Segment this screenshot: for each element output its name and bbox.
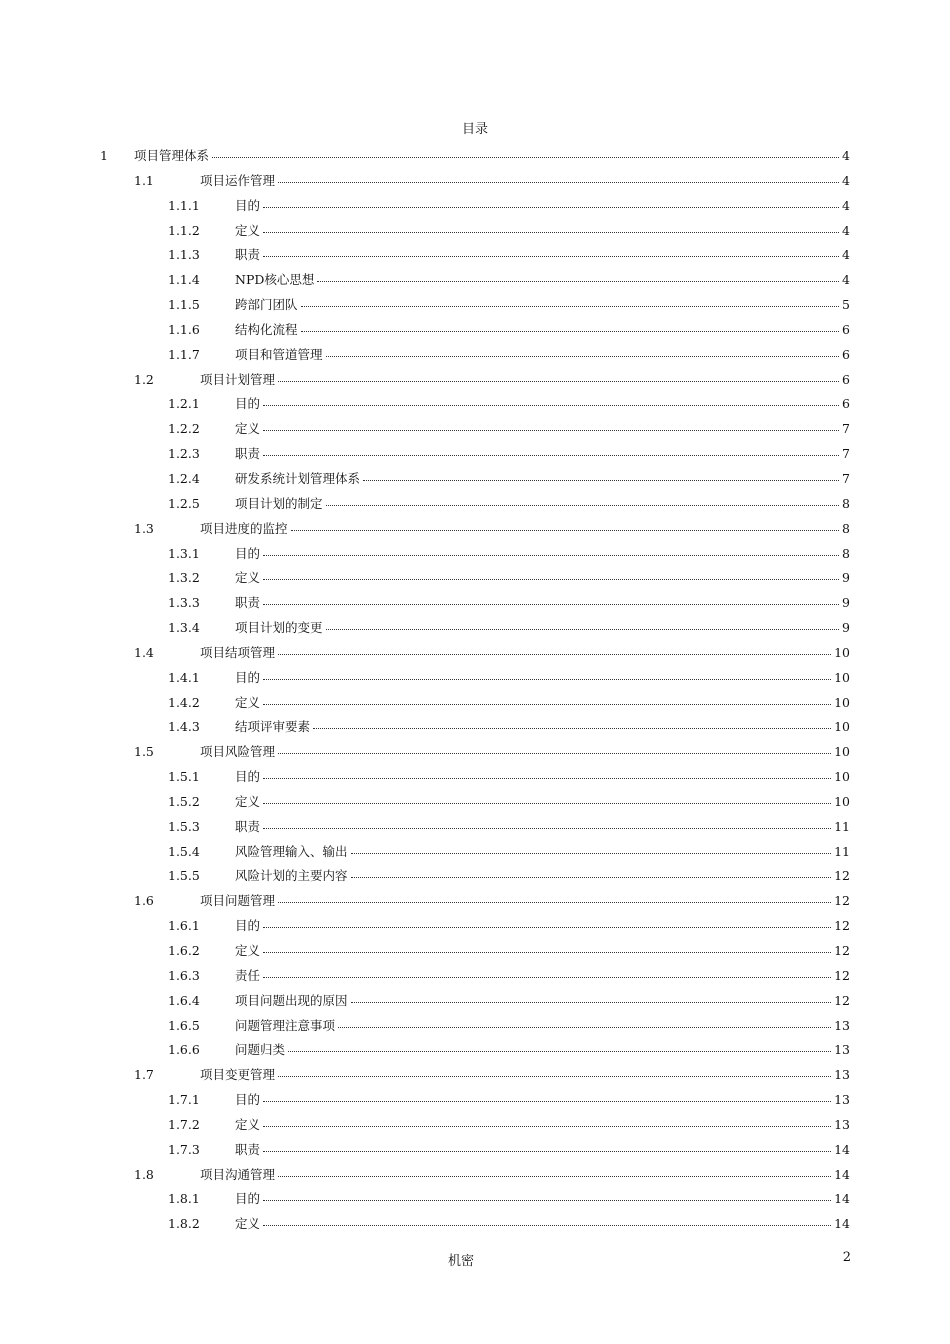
toc-entry-page: 11 bbox=[834, 818, 850, 834]
toc-entry-line bbox=[200, 372, 850, 388]
toc-entry-title: 项目运作管理 bbox=[200, 172, 276, 188]
toc-entry[interactable] bbox=[0, 1139, 950, 1164]
toc-entry-line bbox=[235, 819, 850, 835]
toc-entry-page: 7 bbox=[842, 470, 850, 486]
toc-entry-title: 问题归类 bbox=[235, 1042, 286, 1058]
toc-entry-title: 项目问题出现的原因 bbox=[235, 992, 348, 1008]
toc-entry-number: 1.7.2 bbox=[168, 1116, 200, 1132]
dot-leader bbox=[263, 1100, 831, 1102]
toc-entry-title: 定义 bbox=[235, 943, 261, 958]
toc-entry-page: 13 bbox=[834, 1116, 850, 1132]
toc-entry-line bbox=[235, 322, 850, 338]
dot-leader bbox=[263, 703, 831, 705]
toc-entry-page: 8 bbox=[842, 495, 850, 511]
toc-entry-page: 10 bbox=[834, 744, 850, 760]
toc-entry-title: 项目沟通管理 bbox=[200, 1166, 276, 1182]
toc-entry-page: 12 bbox=[834, 868, 850, 884]
toc-entry-title: 职责 bbox=[235, 446, 261, 462]
toc-entry-title: NPD核心思想 bbox=[235, 272, 315, 288]
toc-entry-page: 6 bbox=[842, 346, 850, 362]
toc-entry-title: 定义 bbox=[235, 694, 261, 710]
toc-entry-page: 6 bbox=[842, 321, 850, 337]
toc-entry-page: 4 bbox=[842, 148, 850, 163]
toc-entry-title: 项目结项管理 bbox=[200, 644, 276, 660]
toc-entry-page: 4 bbox=[842, 172, 850, 188]
toc-entry-line bbox=[200, 893, 850, 909]
toc-entry-page: 6 bbox=[842, 396, 850, 412]
dot-leader bbox=[263, 951, 831, 953]
toc-entry-number: 1.5.4 bbox=[168, 843, 200, 859]
toc-entry-page: 10 bbox=[834, 793, 850, 809]
dot-leader bbox=[263, 802, 831, 804]
toc-entry[interactable] bbox=[0, 294, 950, 319]
toc-entry-line bbox=[235, 446, 850, 462]
toc-entry-line bbox=[235, 1117, 850, 1133]
toc-entry-number: 1.3.1 bbox=[168, 545, 200, 561]
toc-entry-number: 1.6.2 bbox=[168, 943, 200, 958]
toc-entry[interactable] bbox=[0, 269, 950, 294]
dot-leader bbox=[278, 1075, 831, 1077]
toc-entry-title: 风险管理输入、输出 bbox=[235, 843, 348, 859]
dot-leader bbox=[301, 330, 840, 332]
toc-entry-number: 1.7.1 bbox=[168, 1092, 200, 1108]
toc-entry-line bbox=[235, 223, 850, 239]
toc-entry-title: 定义 bbox=[235, 1216, 261, 1232]
toc-entry-page: 4 bbox=[842, 272, 850, 288]
toc-entry[interactable] bbox=[0, 667, 950, 692]
toc-entry-number: 1 bbox=[100, 148, 108, 163]
toc-entry[interactable] bbox=[0, 344, 950, 369]
toc-entry-page: 13 bbox=[834, 1017, 850, 1033]
toc-entry[interactable] bbox=[0, 741, 950, 766]
dot-leader bbox=[263, 231, 839, 233]
toc-entry[interactable] bbox=[0, 791, 950, 816]
toc-entry-number: 1.5.2 bbox=[168, 793, 200, 809]
toc-entry-line bbox=[235, 1216, 850, 1232]
toc-entry-number: 1.5 bbox=[134, 744, 154, 760]
toc-entry-number: 1.3.4 bbox=[168, 620, 200, 636]
toc-entry[interactable] bbox=[0, 319, 950, 344]
toc-entry-number: 1.1.3 bbox=[168, 247, 200, 263]
dot-leader bbox=[263, 1199, 831, 1201]
toc-entry-title: 目的 bbox=[235, 669, 261, 685]
dot-leader bbox=[263, 206, 839, 208]
toc-entry-page: 12 bbox=[834, 918, 850, 934]
toc-entry-number: 1.1.4 bbox=[168, 272, 200, 288]
toc-entry-title: 目的 bbox=[235, 918, 261, 934]
toc-entry-number: 1.1.1 bbox=[168, 197, 200, 213]
toc-entry-page: 14 bbox=[834, 1141, 850, 1157]
toc-entry[interactable] bbox=[0, 1064, 950, 1089]
toc-entry-title: 定义 bbox=[235, 570, 261, 586]
toc-entry-title: 目的 bbox=[235, 1092, 261, 1108]
toc-entry-page: 10 bbox=[834, 719, 850, 735]
toc-entry[interactable] bbox=[0, 145, 950, 170]
dot-leader bbox=[278, 901, 831, 903]
toc-entry-title: 项目变更管理 bbox=[200, 1067, 276, 1083]
toc-entry[interactable] bbox=[0, 642, 950, 667]
toc-entry[interactable] bbox=[0, 865, 950, 890]
dot-leader bbox=[263, 454, 839, 456]
toc-entry[interactable] bbox=[0, 195, 950, 220]
toc-entry[interactable] bbox=[0, 244, 950, 269]
toc-entry[interactable] bbox=[0, 1114, 950, 1139]
toc-entry-title: 目的 bbox=[235, 1191, 261, 1207]
toc-entry-number: 1.4 bbox=[134, 644, 154, 660]
toc-entry-page: 9 bbox=[842, 620, 850, 636]
toc-entry-number: 1.6.5 bbox=[168, 1017, 200, 1033]
toc-entry[interactable] bbox=[0, 990, 950, 1015]
dot-leader bbox=[263, 827, 831, 829]
toc-entry[interactable] bbox=[0, 965, 950, 990]
toc-entry-line bbox=[235, 769, 850, 785]
toc-entry-title: 结项评审要素 bbox=[235, 719, 311, 735]
toc-entry[interactable] bbox=[0, 716, 950, 741]
dot-leader bbox=[288, 1050, 831, 1052]
toc-entry-number: 1.3 bbox=[134, 520, 154, 536]
toc-entry[interactable] bbox=[0, 543, 950, 568]
toc-entry-title: 定义 bbox=[235, 1116, 261, 1132]
dot-leader bbox=[278, 1175, 831, 1177]
toc-entry[interactable] bbox=[0, 393, 950, 418]
dot-leader bbox=[338, 1026, 831, 1028]
toc-entry-title: 职责 bbox=[235, 247, 261, 263]
toc-entry-number: 1.4.1 bbox=[168, 669, 200, 685]
toc-entry-title: 目的 bbox=[235, 545, 261, 561]
dot-leader bbox=[263, 603, 839, 605]
toc-entry-title: 目的 bbox=[235, 769, 261, 785]
toc-entry[interactable] bbox=[0, 468, 950, 493]
toc-entry-page: 12 bbox=[834, 943, 850, 958]
toc-entry-page: 5 bbox=[842, 297, 850, 313]
toc-entry-page: 9 bbox=[842, 595, 850, 611]
toc-entry-page: 14 bbox=[834, 1166, 850, 1182]
toc-entry-line bbox=[235, 719, 850, 735]
toc-entry-title: 职责 bbox=[235, 1141, 261, 1157]
dot-leader bbox=[351, 1001, 832, 1003]
toc-entry-number: 1.7.3 bbox=[168, 1141, 200, 1157]
toc-entry-line bbox=[235, 1042, 850, 1058]
toc-entry-line bbox=[235, 396, 850, 412]
dot-leader bbox=[278, 380, 839, 382]
toc-entry-page: 12 bbox=[834, 967, 850, 983]
toc-entry[interactable] bbox=[0, 443, 950, 468]
dot-leader bbox=[351, 852, 832, 854]
toc-entry-line bbox=[235, 868, 850, 884]
toc-entry-line bbox=[235, 421, 850, 437]
dot-leader bbox=[263, 554, 839, 556]
toc-entry-title: 定义 bbox=[235, 793, 261, 809]
dot-leader bbox=[263, 777, 831, 779]
toc-entry-title: 项目问题管理 bbox=[200, 893, 276, 909]
toc-entry-page: 4 bbox=[842, 222, 850, 238]
toc-entry-line bbox=[235, 844, 850, 860]
footer-confidential-label: 机密 bbox=[447, 1254, 474, 1269]
toc-entry-page: 7 bbox=[842, 421, 850, 437]
toc-entry-title: 目的 bbox=[235, 396, 261, 412]
toc-entry-page: 13 bbox=[834, 1092, 850, 1108]
toc-entry[interactable] bbox=[0, 493, 950, 518]
toc-entry-line bbox=[235, 943, 850, 959]
page-title: 目录 bbox=[461, 122, 488, 137]
toc-entry-page: 7 bbox=[842, 446, 850, 462]
dot-leader bbox=[212, 156, 839, 158]
toc-entry[interactable] bbox=[0, 1164, 950, 1189]
dot-leader bbox=[263, 255, 839, 257]
toc-entry-page: 8 bbox=[842, 520, 850, 536]
toc-entry[interactable] bbox=[0, 816, 950, 841]
dot-leader bbox=[326, 504, 840, 506]
toc-entry-line bbox=[235, 918, 850, 934]
toc-entry-line bbox=[235, 695, 850, 711]
toc-entry-title: 结构化流程 bbox=[235, 321, 298, 337]
toc-entry[interactable] bbox=[0, 766, 950, 791]
toc-entry-line bbox=[200, 173, 850, 189]
dot-leader bbox=[263, 976, 831, 978]
dot-leader bbox=[326, 628, 840, 630]
dot-leader bbox=[317, 280, 839, 282]
toc-entry-number: 1.2.1 bbox=[168, 396, 200, 412]
toc-entry[interactable] bbox=[0, 940, 950, 965]
toc-entry-line bbox=[235, 1142, 850, 1158]
dot-leader bbox=[263, 1224, 831, 1226]
toc-entry-line bbox=[134, 148, 850, 164]
toc-entry-number: 1.1 bbox=[134, 172, 154, 188]
dot-leader bbox=[263, 678, 831, 680]
toc-entry-line bbox=[200, 1167, 850, 1183]
toc-entry[interactable] bbox=[0, 1213, 950, 1238]
toc-entry-title: 职责 bbox=[235, 818, 261, 834]
toc-entry-page: 4 bbox=[842, 247, 850, 263]
toc-entry-line bbox=[200, 521, 850, 537]
toc-entry-line bbox=[235, 272, 850, 288]
toc-entry-line bbox=[235, 1191, 850, 1207]
toc-entry-number: 1.8.1 bbox=[168, 1191, 200, 1207]
toc-entry[interactable] bbox=[0, 220, 950, 245]
toc-entry-page: 12 bbox=[834, 992, 850, 1008]
footer-page-number: 2 bbox=[842, 1250, 851, 1265]
toc-entry-line bbox=[200, 1067, 850, 1083]
toc-entry-number: 1.6.1 bbox=[168, 918, 200, 934]
toc-entry-number: 1.6.3 bbox=[168, 967, 200, 983]
toc-entry-number: 1.3.2 bbox=[168, 570, 200, 586]
toc-entry-number: 1.8.2 bbox=[168, 1216, 200, 1232]
toc-entry-page: 13 bbox=[834, 1067, 850, 1083]
toc-entry-line bbox=[235, 198, 850, 214]
dot-leader bbox=[278, 653, 831, 655]
toc-entry-title: 项目管理体系 bbox=[134, 148, 210, 163]
toc-entry-page: 12 bbox=[834, 893, 850, 909]
toc-entry-number: 1.5.3 bbox=[168, 818, 200, 834]
toc-entry[interactable] bbox=[0, 567, 950, 592]
dot-leader bbox=[278, 752, 831, 754]
dot-leader bbox=[301, 305, 840, 307]
toc-entry-line bbox=[235, 247, 850, 263]
toc-entry-number: 1.1.5 bbox=[168, 297, 200, 313]
dot-leader bbox=[263, 926, 831, 928]
toc-entry-number: 1.2.5 bbox=[168, 495, 200, 511]
toc-entry-title: 目的 bbox=[235, 197, 261, 213]
toc-entry-number: 1.2.4 bbox=[168, 470, 200, 486]
toc-entry-title: 项目计划的制定 bbox=[235, 495, 323, 511]
dot-leader bbox=[263, 578, 839, 580]
toc-entry-number: 1.5.5 bbox=[168, 868, 200, 884]
dot-leader bbox=[278, 181, 839, 183]
toc-entry[interactable] bbox=[0, 1015, 950, 1040]
toc-entry-page: 6 bbox=[842, 371, 850, 387]
table-of-contents bbox=[0, 145, 950, 1238]
dot-leader bbox=[326, 355, 840, 357]
toc-entry-line bbox=[235, 670, 850, 686]
dot-leader bbox=[263, 1150, 831, 1152]
toc-entry[interactable] bbox=[0, 369, 950, 394]
toc-entry-line bbox=[235, 794, 850, 810]
dot-leader bbox=[263, 404, 839, 406]
toc-entry-number: 1.1.2 bbox=[168, 222, 200, 238]
toc-entry-line bbox=[235, 620, 850, 636]
toc-entry-page: 10 bbox=[834, 669, 850, 685]
toc-entry-line bbox=[235, 496, 850, 512]
toc-entry-number: 1.2.3 bbox=[168, 446, 200, 462]
toc-entry-number: 1.3.3 bbox=[168, 595, 200, 611]
toc-entry-title: 问题管理注意事项 bbox=[235, 1017, 336, 1033]
toc-entry-line bbox=[200, 744, 850, 760]
toc-entry-number: 1.1.7 bbox=[168, 346, 200, 362]
toc-entry[interactable] bbox=[0, 617, 950, 642]
toc-entry-title: 定义 bbox=[235, 421, 261, 437]
toc-entry[interactable] bbox=[0, 692, 950, 717]
toc-entry[interactable] bbox=[0, 418, 950, 443]
toc-entry[interactable] bbox=[0, 915, 950, 940]
toc-entry-title: 跨部门团队 bbox=[235, 297, 298, 313]
toc-entry-number: 1.8 bbox=[134, 1166, 154, 1182]
toc-entry-page: 13 bbox=[834, 1042, 850, 1058]
toc-entry-number: 1.4.3 bbox=[168, 719, 200, 735]
dot-leader bbox=[351, 876, 832, 878]
toc-entry-page: 11 bbox=[834, 843, 850, 859]
toc-entry-number: 1.6 bbox=[134, 893, 154, 909]
toc-entry-line bbox=[235, 297, 850, 313]
toc-entry-line bbox=[235, 595, 850, 611]
toc-entry-title: 风险计划的主要内容 bbox=[235, 868, 348, 884]
toc-entry-title: 项目计划管理 bbox=[200, 371, 276, 387]
toc-entry-number: 1.2 bbox=[134, 371, 154, 387]
toc-entry-page: 10 bbox=[834, 644, 850, 660]
toc-entry-page: 9 bbox=[842, 570, 850, 586]
toc-entry[interactable] bbox=[0, 592, 950, 617]
toc-entry-title: 职责 bbox=[235, 595, 261, 611]
dot-leader bbox=[263, 429, 839, 431]
toc-entry-page: 4 bbox=[842, 197, 850, 213]
toc-entry-title: 定义 bbox=[235, 222, 261, 238]
toc-entry-line bbox=[235, 1018, 850, 1034]
toc-entry-page: 10 bbox=[834, 769, 850, 785]
toc-entry-line bbox=[200, 645, 850, 661]
toc-entry-number: 1.4.2 bbox=[168, 694, 200, 710]
toc-entry-number: 1.6.4 bbox=[168, 992, 200, 1008]
toc-entry-line bbox=[235, 471, 850, 487]
toc-entry-page: 8 bbox=[842, 545, 850, 561]
toc-entry[interactable] bbox=[0, 518, 950, 543]
toc-entry-title: 责任 bbox=[235, 967, 261, 983]
toc-entry-page: 10 bbox=[834, 694, 850, 710]
toc-entry-page: 14 bbox=[834, 1216, 850, 1232]
toc-entry[interactable] bbox=[0, 890, 950, 915]
toc-entry-title: 项目进度的监控 bbox=[200, 520, 288, 536]
toc-entry-line bbox=[235, 968, 850, 984]
toc-entry[interactable] bbox=[0, 1039, 950, 1064]
toc-entry-number: 1.7 bbox=[134, 1067, 154, 1083]
toc-entry-title: 项目和管道管理 bbox=[235, 346, 323, 362]
toc-entry-number: 1.6.6 bbox=[168, 1042, 200, 1058]
toc-entry-number: 1.1.6 bbox=[168, 321, 200, 337]
toc-entry-title: 项目计划的变更 bbox=[235, 620, 323, 636]
toc-entry-line bbox=[235, 570, 850, 586]
toc-entry-number: 1.2.2 bbox=[168, 421, 200, 437]
toc-entry-title: 项目风险管理 bbox=[200, 744, 276, 760]
toc-entry-line bbox=[235, 993, 850, 1009]
toc-entry[interactable] bbox=[0, 1089, 950, 1114]
toc-entry-number: 1.5.1 bbox=[168, 769, 200, 785]
toc-entry-line bbox=[235, 1092, 850, 1108]
dot-leader bbox=[263, 1125, 831, 1127]
toc-entry-line bbox=[235, 347, 850, 363]
toc-entry[interactable] bbox=[0, 170, 950, 195]
dot-leader bbox=[363, 479, 839, 481]
toc-entry[interactable] bbox=[0, 1188, 950, 1213]
toc-entry-line bbox=[235, 546, 850, 562]
dot-leader bbox=[313, 727, 831, 729]
toc-entry[interactable] bbox=[0, 841, 950, 866]
dot-leader bbox=[291, 529, 840, 531]
toc-entry-page: 14 bbox=[834, 1191, 850, 1207]
toc-entry-title: 研发系统计划管理体系 bbox=[235, 470, 361, 486]
